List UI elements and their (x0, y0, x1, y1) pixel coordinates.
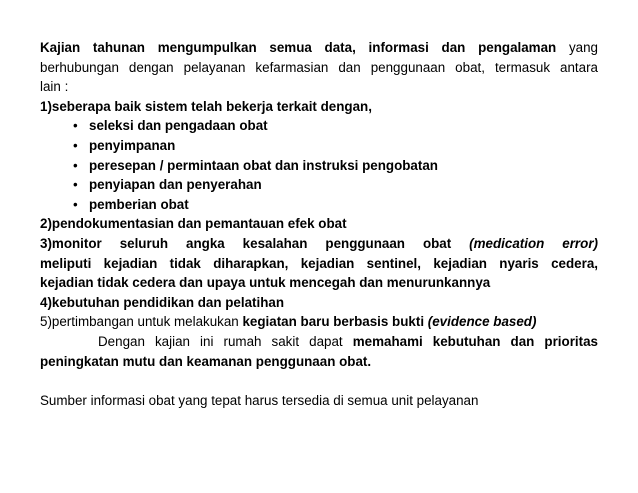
intro-text-end: lain : (40, 79, 69, 95)
bullet-icon: • (73, 118, 78, 134)
conclusion-line-1 (40, 332, 598, 352)
item-1-heading: 1)seberapa baik sistem telah bekerja terkait dengan, (40, 98, 372, 114)
conclusion-text: Dengan kajian ini rumah sakit dapat (98, 333, 353, 349)
item-5-text: 5)pertimbangan untuk melakukan (40, 314, 243, 330)
item-3-line-2: meliputi kejadian tidak diharapkan, kejadian sentinel, kejadian nyaris cedera, (40, 255, 598, 271)
item-3-text: 3)monitor seluruh angka kesalahan penggunaan obat (40, 235, 470, 251)
bullet-text: penyiapan dan penyerahan (89, 177, 262, 193)
bullet-icon: • (73, 177, 78, 193)
item-4: 4)kebutuhan pendidikan dan pelatihan (40, 294, 285, 310)
bullet-item (73, 175, 598, 195)
item-5 (40, 312, 598, 332)
bullet-text: pemberian obat (89, 196, 189, 212)
intro-line-2 (40, 77, 598, 97)
item-5-bold-text: kegiatan baru berbasis bukti (242, 314, 428, 330)
conclusion-bold-text: memahami kebutuhan dan prioritas (352, 333, 598, 349)
item-5-italic-term: (evidence based) (427, 314, 537, 330)
item-1-bullet-list (40, 116, 598, 214)
conclusion-line-2: peningkatan mutu dan keamanan penggunaan obat. (40, 353, 372, 369)
bullet-item (73, 116, 598, 136)
bullet-item (73, 156, 598, 176)
bullet-icon: • (73, 157, 78, 173)
item-2: 2)pendokumentasian dan pemantauan efek obat (40, 216, 347, 232)
bullet-icon: • (73, 196, 78, 212)
intro-bold-text: Kajian tahunan mengumpulkan semua data, informasi dan pengalaman (40, 40, 557, 55)
intro-text: yang berhubungan dengan pelayanan kefarmasian dan penggunaan obat, termasuk antara (40, 40, 598, 75)
bullet-icon: • (73, 137, 78, 153)
bullet-item (73, 136, 598, 156)
footer-note: Sumber informasi obat yang tepat harus tersedia di semua unit pelayanan (40, 392, 479, 408)
bullet-item (73, 195, 598, 215)
item-3-italic-term: (medication error) (469, 235, 598, 251)
bullet-text: seleksi dan pengadaan obat (89, 118, 268, 134)
item-3-line-3: kejadian tidak cedera dan upaya untuk mencegah dan menurunkannya (40, 275, 491, 291)
document-body (40, 38, 598, 410)
intro-line-1 (40, 38, 598, 77)
blank-line (40, 371, 598, 391)
bullet-text: penyimpanan (89, 137, 176, 153)
item-3-line-1 (40, 234, 598, 254)
bullet-text: peresepan / permintaan obat dan instruksi pengobatan (89, 157, 438, 173)
